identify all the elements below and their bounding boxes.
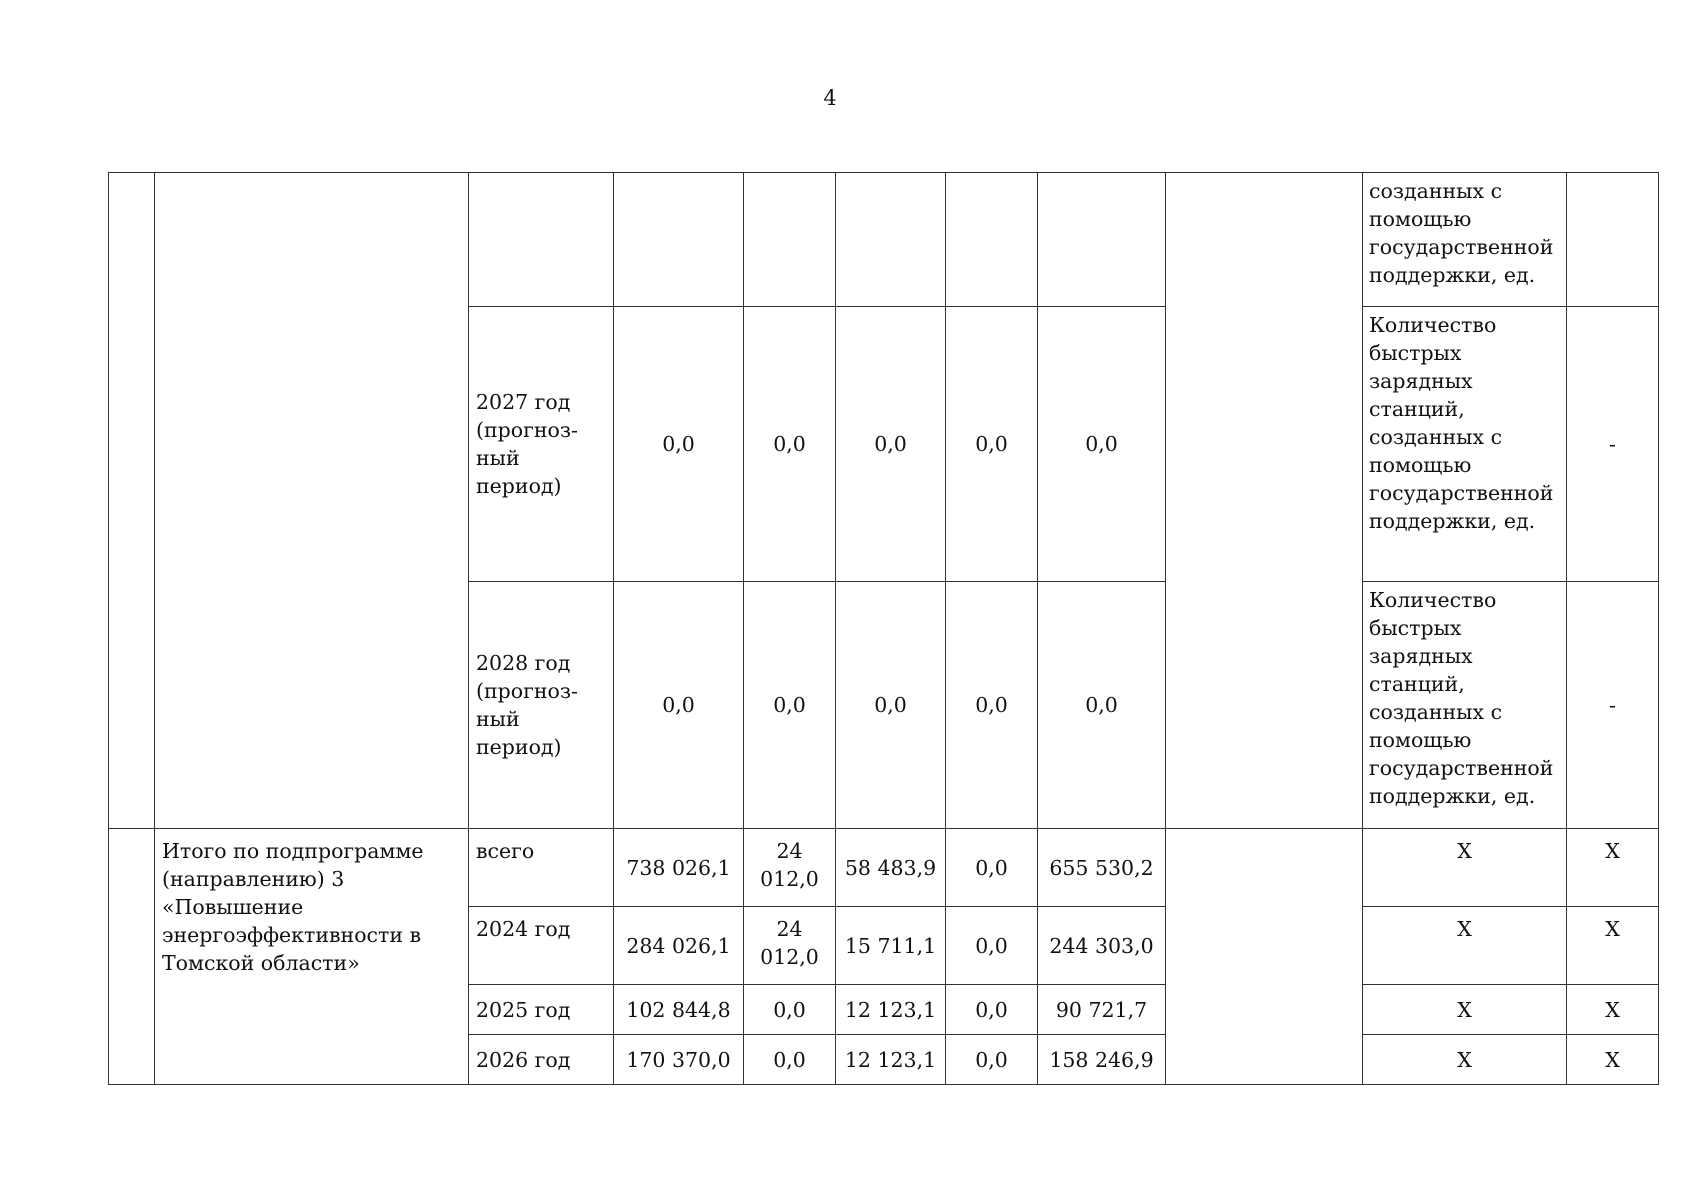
number-cell [109,173,155,829]
federal-cell [744,829,836,907]
regional-cell: 12 123,1 [836,1035,946,1085]
federal-cell: 0,0 [744,582,836,829]
indicator-cell: созданных с помощью государственной поддержки, ед. [1363,173,1567,307]
local-cell [946,173,1038,307]
federal-cell: 0,0 [744,307,836,582]
local-cell: 0,0 [946,307,1038,582]
total-cell: 0,0 [614,307,744,582]
summary-title-cell: Итого по подпрограмме (направлению) 3 «Повышение энергоэффективности в Томской области» [155,829,469,1085]
indicator-cell: Количество быстрых зарядных станций, созданных с помощью государственной поддержки, ед. [1363,307,1567,582]
other-cell: 244 303,0 [1038,907,1166,985]
number-cell [109,829,155,1085]
federal-value-line1: 24 [776,917,803,941]
summary-row [109,829,1659,907]
other-cell: 0,0 [1038,582,1166,829]
total-cell: 102 844,8 [614,985,744,1035]
federal-value-line2: 012,0 [760,945,819,969]
mark-cell: X [1363,985,1567,1035]
page-number: 4 [823,86,837,110]
total-cell: 284 026,1 [614,907,744,985]
indicator-value-cell: - [1567,307,1659,582]
mark-cell: X [1567,985,1659,1035]
indicator-value-cell: - [1567,582,1659,829]
other-cell: 655 530,2 [1038,829,1166,907]
federal-cell [744,173,836,307]
executor-cell [1166,829,1363,1085]
mark-cell: X [1567,907,1659,985]
table-row [109,173,1659,307]
other-cell: 0,0 [1038,307,1166,582]
mark-cell: X [1363,829,1567,907]
total-cell: 170 370,0 [614,1035,744,1085]
federal-value-line1: 24 [776,839,803,863]
total-cell [614,173,744,307]
regional-cell: 0,0 [836,582,946,829]
mark-cell: X [1363,907,1567,985]
indicator-cell: Количество быстрых зарядных станций, созданных с помощью государственной поддержки, ед. [1363,582,1567,829]
other-cell: 90 721,7 [1038,985,1166,1035]
indicator-value-cell [1567,173,1659,307]
local-cell: 0,0 [946,1035,1038,1085]
executor-cell [1166,173,1363,829]
mark-cell: X [1567,829,1659,907]
regional-cell: 0,0 [836,307,946,582]
period-cell: 2024 год [469,907,614,985]
federal-value-line2: 012,0 [760,867,819,891]
regional-cell: 15 711,1 [836,907,946,985]
local-cell: 0,0 [946,907,1038,985]
period-cell: 2028 год (прогноз-ный период) [469,582,614,829]
period-cell: 2027 год (прогноз-ный период) [469,307,614,582]
period-cell: 2026 год [469,1035,614,1085]
regional-cell: 12 123,1 [836,985,946,1035]
period-cell [469,173,614,307]
federal-cell: 0,0 [744,985,836,1035]
total-cell: 0,0 [614,582,744,829]
total-cell: 738 026,1 [614,829,744,907]
mark-cell: X [1363,1035,1567,1085]
budget-table [108,172,1659,1085]
federal-cell: 0,0 [744,1035,836,1085]
other-cell [1038,173,1166,307]
period-cell: всего [469,829,614,907]
period-cell: 2025 год [469,985,614,1035]
local-cell: 0,0 [946,985,1038,1035]
regional-cell [836,173,946,307]
local-cell: 0,0 [946,582,1038,829]
name-cell [155,173,469,829]
federal-cell [744,907,836,985]
local-cell: 0,0 [946,829,1038,907]
mark-cell: X [1567,1035,1659,1085]
other-cell: 158 246,9 [1038,1035,1166,1085]
regional-cell: 58 483,9 [836,829,946,907]
